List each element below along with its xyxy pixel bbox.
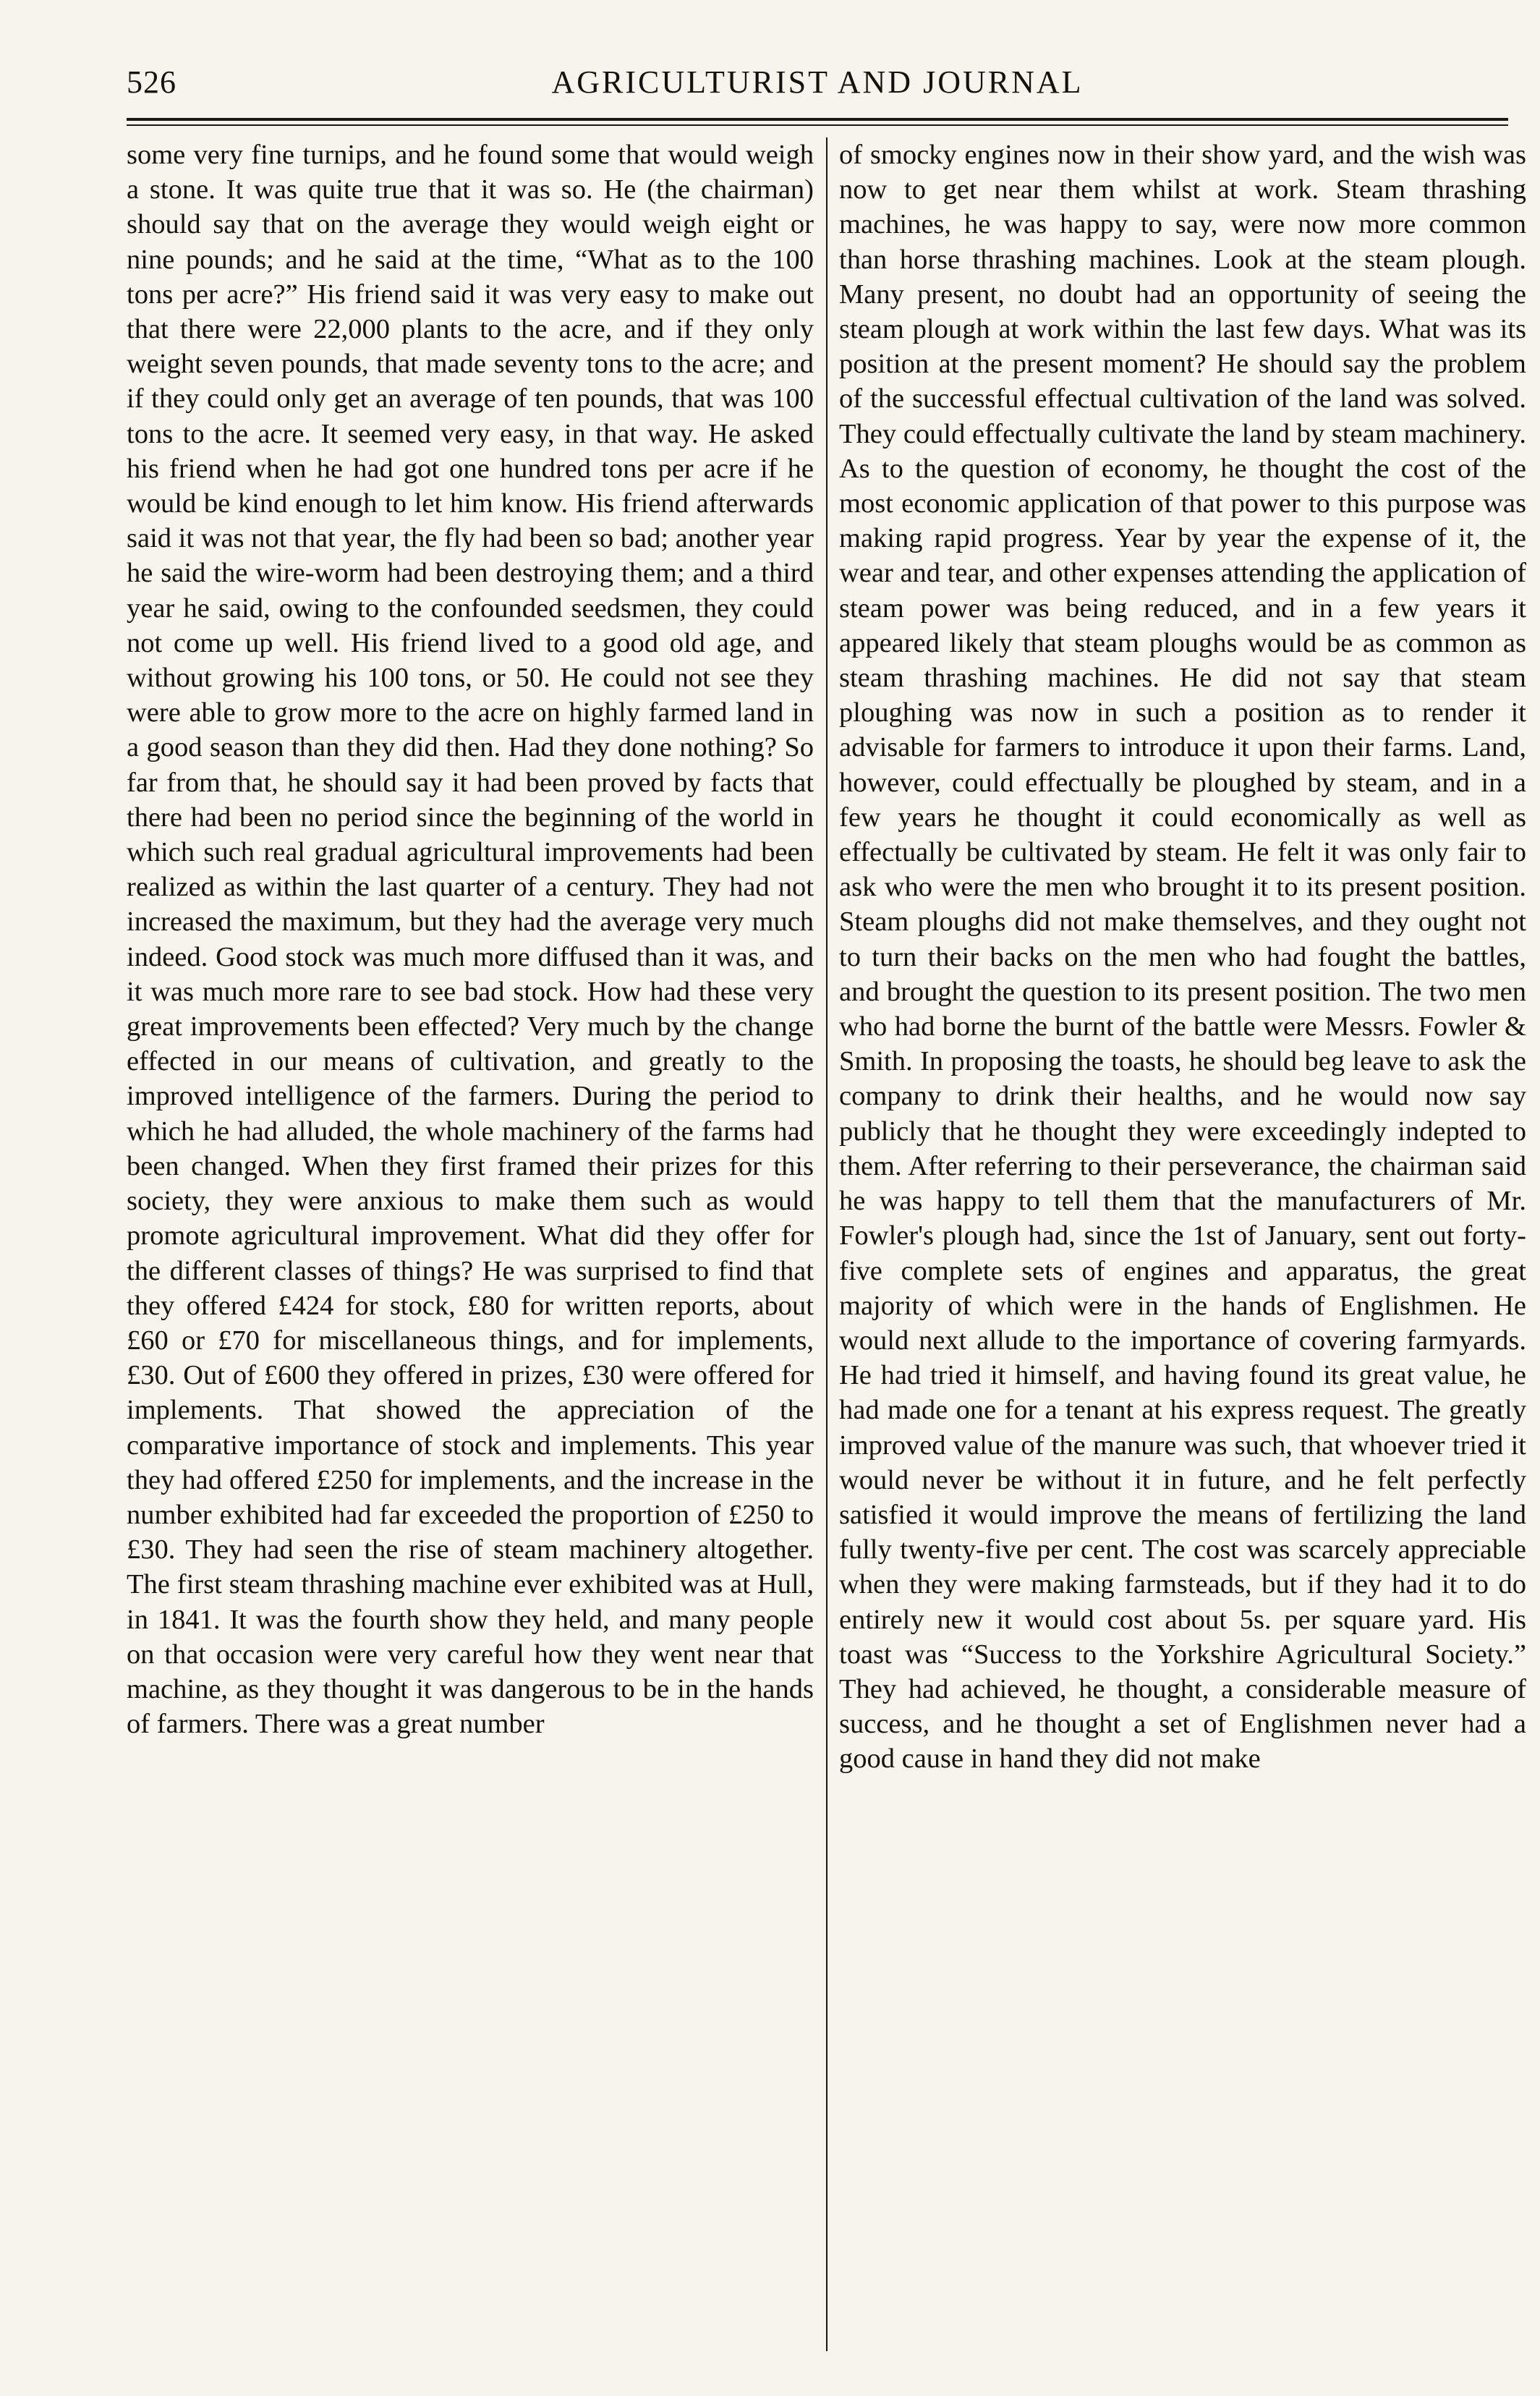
page-number: 526: [127, 64, 176, 100]
running-head: [127, 64, 1508, 107]
left-column: [127, 137, 814, 1741]
right-column: [839, 137, 1526, 1777]
left-column-text: some very fine turnips, and he found some that would weigh a stone. It was quite true that it was so. He (the chairman) should say that on the average they would weigh eight or nine pounds; and he said at the time, “What as to the 100 tons per acre?” His friend said it was very easy to make out that there were 22,000 plants to the acre, and if they only weight seven pounds, that made seventy tons to the acre; and if they could only get an average of ten pounds, that was 100 tons to the acre. It seemed very easy, in that way. He asked his friend when he had got one hundred tons per acre if he would be kind enough to let him know. His friend afterwards said it was not that year, the fly had been so bad; another year he said the wire-worm had been destroying them; and a third year he said, owing to the confounded seedsmen, they could not come up well. His friend lived to a good old age, and without growing his 100 tons, or 50. He could not see they were able to grow more to the acre on highly farmed land in a good season than they did then. Had they done nothing? So far from that, he should say it had been proved by facts that there had been no period since the beginning of the world in which such real gradual agricultural improvements had been realized as within the last quarter of a century. They had not increased the maximum, but they had the average very much indeed. Good stock was much more diffused than it was, and it was much more rare to see bad stock. How had these very great improvements been effected? Very much by the change effected in our means of cultivation, and greatly to the improved intelligence of the farmers. During the period to which he had alluded, the whole machinery of the farms had been changed. When they first framed their prizes for this society, they were anxious to make them such as would promote agricultural improvement. What did they offer for the different classes of things? He was surprised to find that they offered £424 for stock, £80 for written reports, about £60 or £70 for miscellaneous things, and for implements, £30. Out of £600 they offered in prizes, £30 were offered for implements. That showed the appreciation of the comparative importance of stock and implements. This year they had offered £250 for implements, and the increase in the number exhibited had far exceeded the proportion of £250 to £30. They had seen the rise of steam machinery altogether. The first steam thrashing machine ever exhibited was at Hull, in 1841. It was the fourth show they held, and many people on that occasion were very careful how they went near that machine, as they thought it was dangerous to be in the hands of farmers. There was a great number: [127, 140, 814, 1740]
header-rule-thick: [127, 118, 1508, 121]
right-column-text: of smocky engines now in their show yard, and the wish was now to get near them whilst at work. Steam thrashing machines, he was happy to say, were now more common than horse thrashing machines. Look at the steam plough. Many present, no doubt had an opportunity of seeing the steam plough at work within the last few days. What was its position at the present moment? He should say the problem of the successful effectual cultivation of the land was solved. They could effectually cultivate the land by steam machinery. As to the question of economy, he thought the cost of the most economic application of that power to this purpose was making rapid progress. Year by year the expense of it, the wear and tear, and other expenses attending the application of steam power was being reduced, and in a few years it appeared likely that steam ploughs would be as common as steam thrashing machines. He did not say that steam ploughing was now in such a position as to render it advisable for farmers to introduce it upon their farms. Land, however, could effectually be ploughed by steam, and in a few years he thought it could economically as well as effectually be cultivated by steam. He felt it was only fair to ask who were the men who brought it to its present position. Steam ploughs did not make themselves, and they ought not to turn their backs on the men who had fought the battles, and brought the question to its present position. The two men who had borne the burnt of the battle were Messrs. Fowler & Smith. In proposing the toasts, he should beg leave to ask the company to drink their healths, and he would now say publicly that he thought they were exceedingly indepted to them. After referring to their perseverance, the chairman said he was happy to tell them that the manufacturers of Mr. Fowler's plough had, since the 1st of January, sent out forty-five complete sets of engines and apparatus, the great majority of which were in the hands of Englishmen. He would next allude to the importance of covering farmyards. He had tried it himself, and having found its great value, he had made one for a tenant at his express request. The greatly improved value of the manure was such, that whoever tried it would never be without it in future, and he felt perfectly satisfied it would improve the means of fertilizing the land fully twenty-five per cent. The cost was scarcely appreciable when they were making farmsteads, but if they had it to do entirely new it would cost about 5s. per square yard. His toast was “Success to the Yorkshire Agricultural Society.” They had achieved, he thought, a considerable measure of success, and he thought a set of Englishmen never had a good cause in hand they did not make: [839, 140, 1526, 1775]
column-divider: [826, 137, 828, 2351]
header-rule-thin: [127, 124, 1508, 126]
journal-title: AGRICULTURIST AND JOURNAL: [551, 64, 1084, 100]
